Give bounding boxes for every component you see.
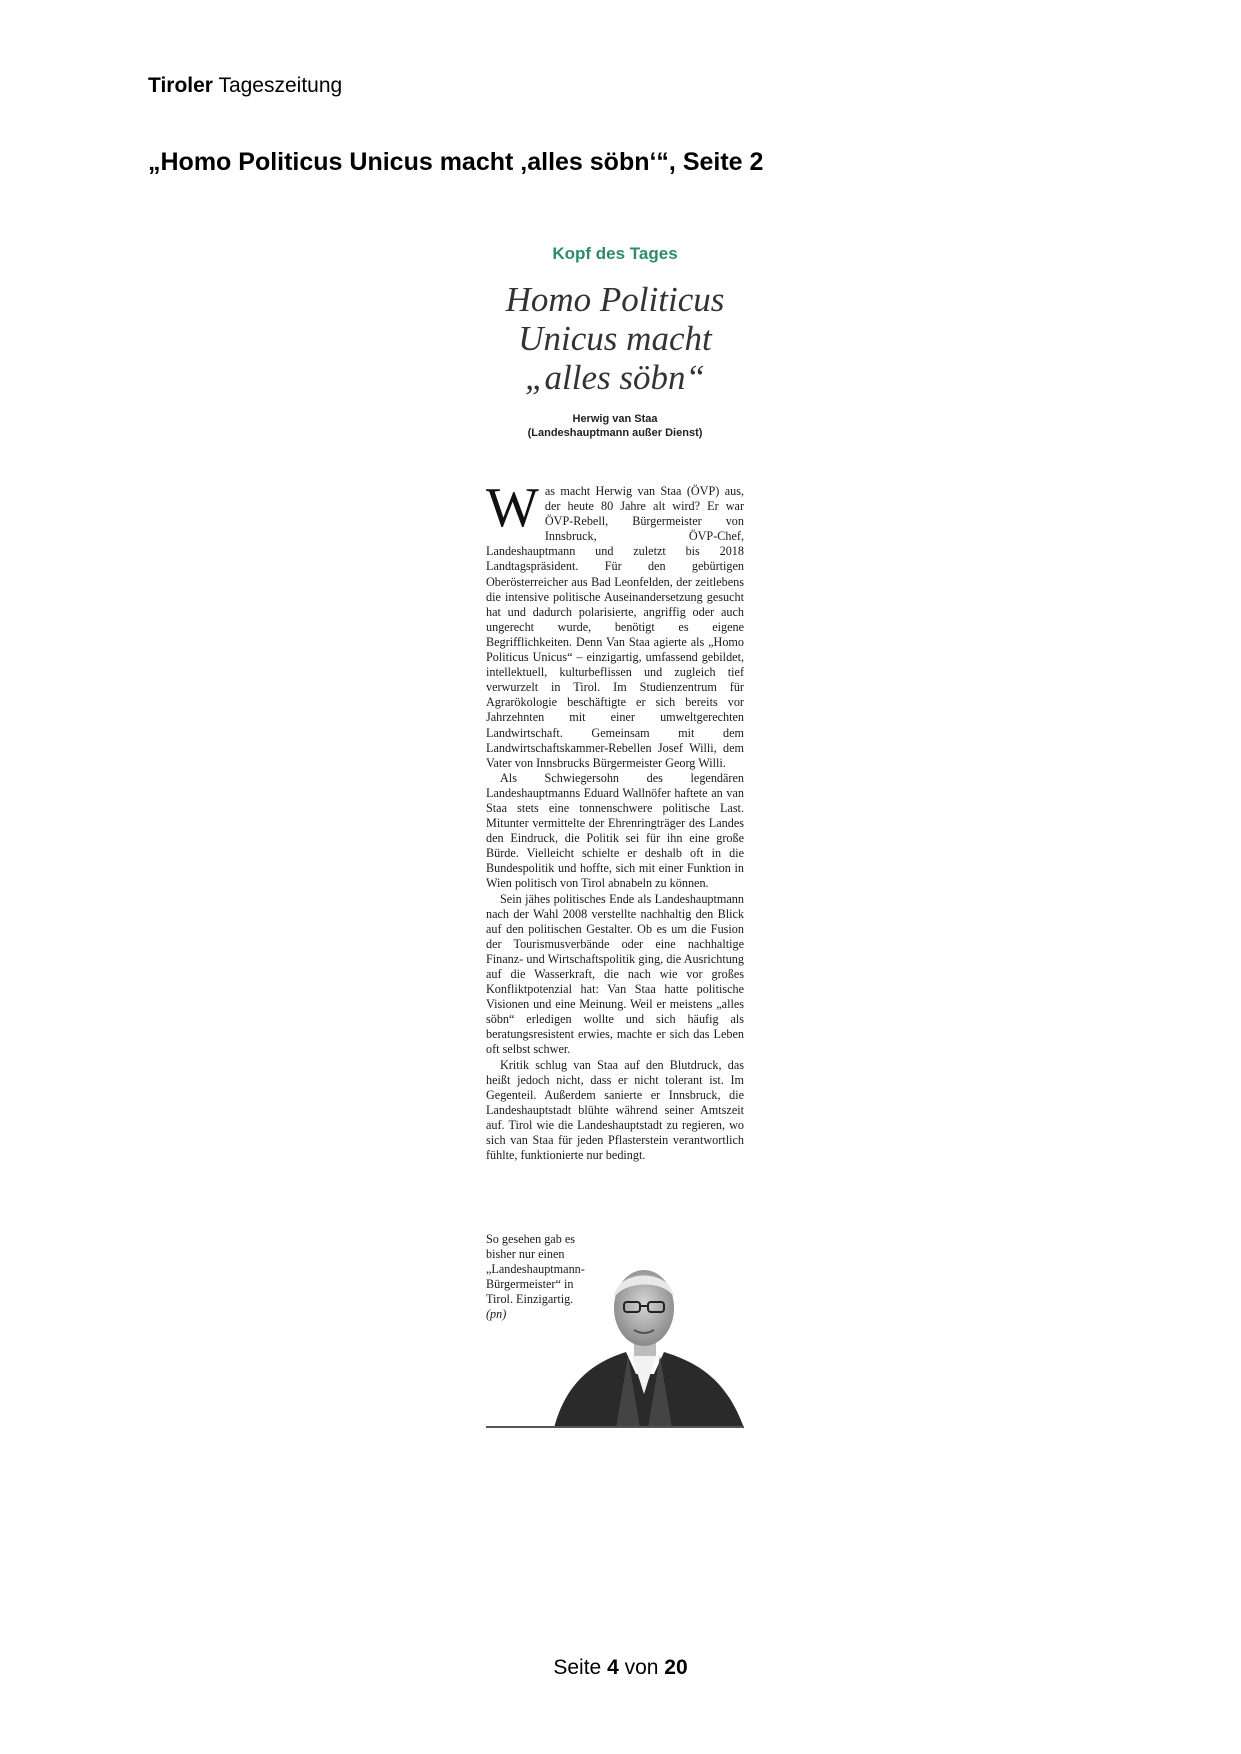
paragraph-text: as macht Herwig van Staa (ÖVP) aus, der heute 80 Jahre alt wird? Er war ÖVP-Rebell, Bürgermeister von Innsbruck, ÖVP-Chef, Landeshauptmann und zuletzt bis 2018 Landtagspräsident. Für den gebürtigen Oberösterreicher aus Bad Leonfelden, der zeitlebens die intensive politische Auseinandersetzung gesucht hat und dadurch polarisierte, angriffig oder auch ungerecht wurde, benötigt es eigene Begrifflichkeiten. Denn Van Staa agierte als „Homo Politicus Unicus“ – einzigartig, umfassend gebildet, intellektuell, kulturbeflissen und zugleich tief verwurzelt in Tirol. Im Studienzentrum für Agrarökologie beschäftigte er sich bereits vor Jahrzehnten mit einer umweltgerechten Landwirtschaft. Gemeinsam mit dem Landwirtschaftskammer-Rebellen Josef Willi, dem Vater von Innsbrucks Bürgermeister Georg Willi. — [486, 484, 744, 770]
publication-name — [148, 74, 342, 98]
article-paragraph: Kritik schlug van Staa auf den Blutdruck, das heißt jedoch nicht, dass er nicht tolerant ist. Im Gegenteil. Außerdem sanierte er Innsbruck, die Landeshauptstadt blühte während seiner Amtszeit auf. Tirol wie die Landeshauptstadt zu regieren, wo sich van Staa für jeden Pflasterstein verantwortlich fühlte, funktionierte nur bedingt. — [486, 1057, 744, 1163]
article-headline: Homo Politicus Unicus macht „alles söbn“ — [505, 280, 725, 397]
kicker: Kopf des Tages — [552, 244, 678, 263]
closing-text: So gesehen gab es bisher nur einen „Landeshauptmann-Bürgermeister“ in Tirol. Einzigartig. — [486, 1232, 585, 1307]
document-title: „Homo Politicus Unicus macht ‚alles söbn‘“, Seite 2 — [148, 148, 764, 176]
total-pages: 20 — [664, 1656, 688, 1679]
publication-name-bold: Tiroler — [148, 74, 213, 97]
publication-name-rest: Tageszeitung — [218, 74, 343, 97]
current-page: 4 — [607, 1656, 619, 1679]
article-paragraph: Sein jähes politisches Ende als Landeshauptmann nach der Wahl 2008 verstellte nachhaltig den Blick auf den politischen Gestalter. Ob es um die Fusion der Tourismusverbände oder eine nachhaltige Finanz- und Wirtschaftspolitik ging, die Ausrichtung auf die Wasserkraft, die nach wie vor großes Konfliktpotenzial hat: Van Staa hatte politische Visionen und eine Meinung. Weil er meistens „alles söbn“ erledigen wollte und sich häufig als beratungsresistent erwies, machte er sich das Leben oft selbst schwer. — [486, 891, 744, 1057]
page-label: Seite — [553, 1656, 602, 1679]
article-paragraph: Als Schwiegersohn des legendären Landeshauptmanns Eduard Wallnöfer haftete an van Staa stets eine tonnenschwere politische Last. Mitunter vermittelte der Ehrenringträger des Landes den Eindruck, die Politik sei für ihn eine große Bürde. Vielleicht schielte er deshalb oft in die Bundespolitik und hoffte, sich mit einer Funktion in Wien politisch von Tirol abnabeln zu können. — [486, 770, 744, 891]
author-byline — [486, 412, 744, 440]
article-paragraph — [486, 477, 744, 771]
newspaper-clipping — [486, 238, 744, 1428]
portrait-photo — [544, 1244, 744, 1428]
author-sign: (pn) — [486, 1307, 507, 1322]
page-number — [0, 1656, 1241, 1680]
author-role: (Landeshauptmann außer Dienst) — [527, 427, 703, 439]
drop-cap: W — [486, 477, 539, 539]
article-body — [486, 477, 744, 1163]
page-of: von — [624, 1656, 659, 1679]
author-name: Herwig van Staa — [572, 413, 658, 425]
divider — [486, 1426, 744, 1428]
